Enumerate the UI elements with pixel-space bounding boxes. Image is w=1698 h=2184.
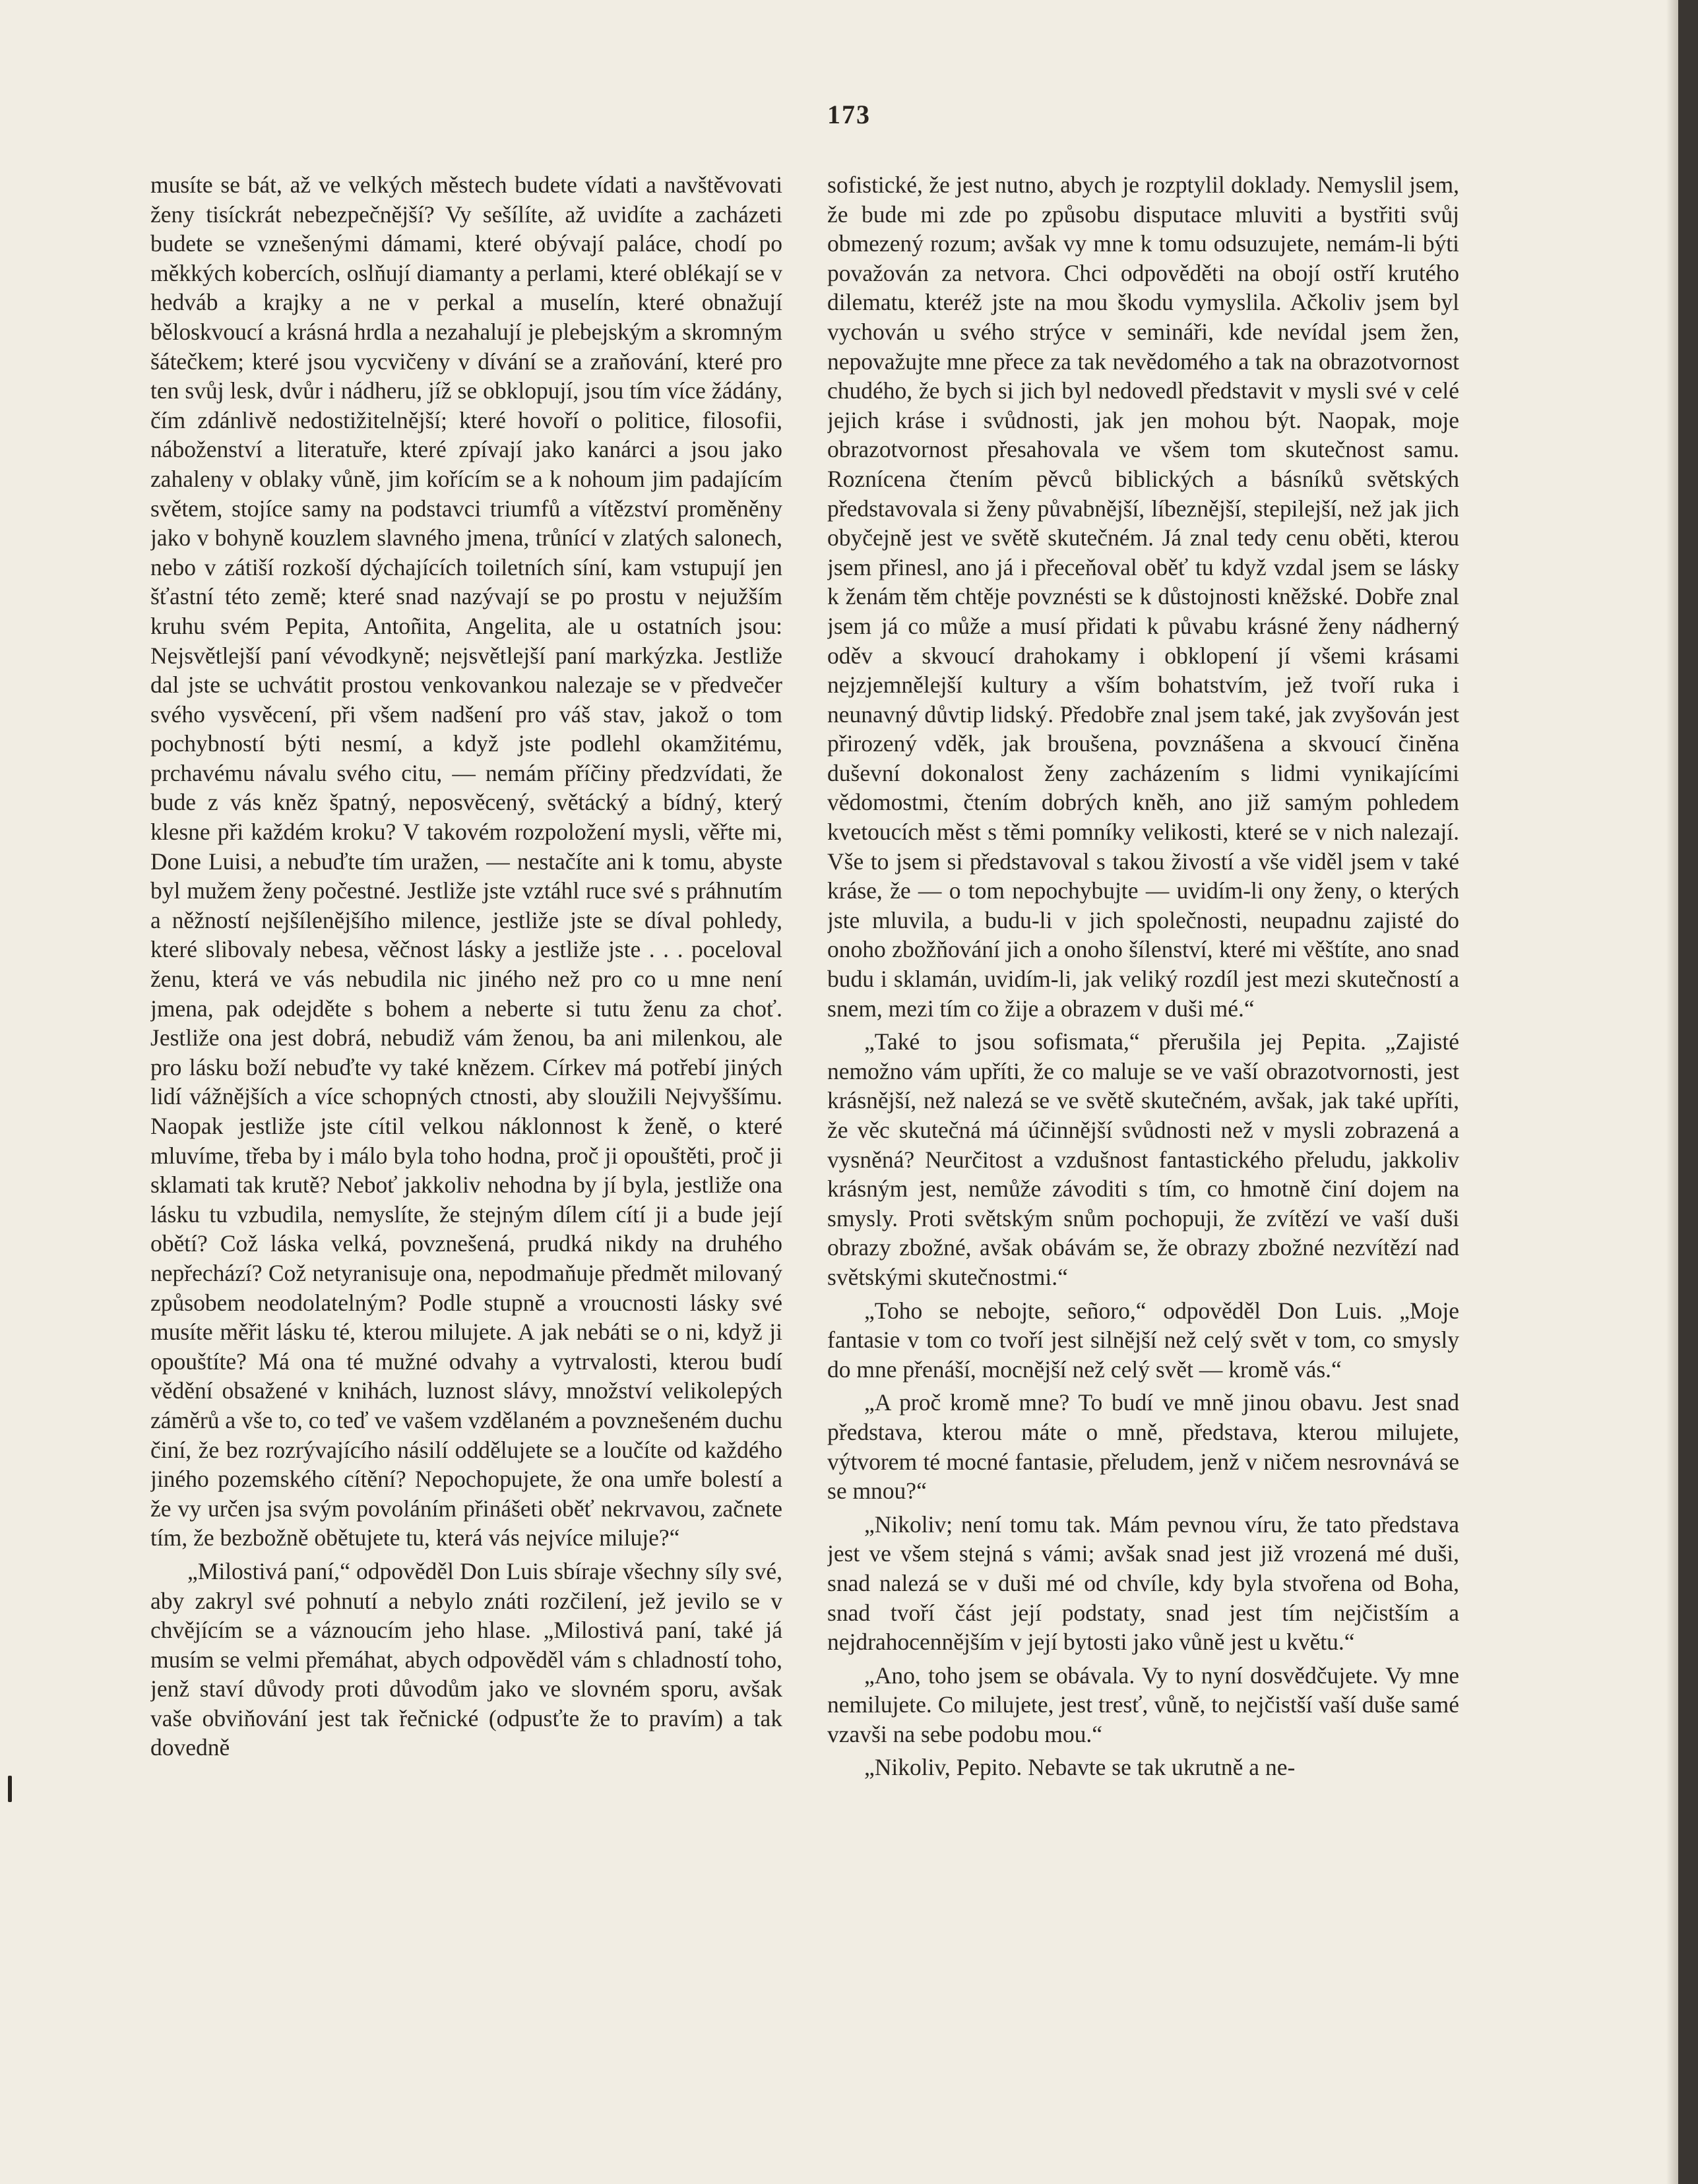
left-paragraph-1: musíte se bát, až ve velkých městech budete vídati a navštěvovati ženy tisíckrát nebezpečnější? Vy sešílíte, až uvidíte a zacházeti budete se vznešenými dámami, které obývají paláce, chodí po měkkých kobercích, oslňují diamanty a perlami, které oblékají se v hedváb a krajky a ne v perkal a muselín, které obnažují běloskvoucí a krásná hrdla a nezahalují je plebejským a skromným šátečkem; které jsou vycvičeny v dívání se a zraňování, které pro ten svůj lesk, dvůr i nádheru, jíž se obklopují, jsou tím více žádány, čím zdánlivě nedostižitelnější; které hovoří o politice, filosofii, náboženství a literatuře, které zpívají jako kanárci a jsou jako zahaleny v oblaky vůně, jim kořícím se a k nohoum jim padajícím světem, stojíce samy na podstavci triumfů a vítězství proměněny jako v bohyně kouzlem slavného jmena, trůnící v zlatých salonech, nebo v zátiší rozkoší dýchajících toiletních síní, kam vstupují jen šťastní této země; které snad nazývají se po prostu v nejužším kruhu svém Pepita, Antoñita, Angelita, ale u ostatních jsou: Nejsvětlejší paní vévodkyně; nejsvětlejší paní markýzka. Jestliže dal jste se uchvátit prostou venkovankou nalezaje se v předvečer svého vysvěcení, při všem nadšení pro váš stav, jakož o tom pochybností býti nesmí, a když jste podlehl okamžitému, prchavému návalu svého citu, — nemám příčiny předzvídati, že bude z vás kněz špatný, neposvěcený, světácký a bídný, který klesne při každém kroku? V takovém rozpoložení mysli, věřte mi, Done Luisi, a nebuďte tím uražen, — nestačíte ani k tomu, abyste byl mužem ženy počestné. Jestliže jste vztáhl ruce své s práhnutím a něžností nejšílenějšího milence, jestliže jste se díval pohledy, které slibovaly nebesa, věčnost lásky a jestliže jste . . . poceloval ženu, která ve vás nebudila nic jiného než pro co u mne není jmena, pak odejděte s bohem a neberte si tutu ženu za choť. Jestliže ona jest dobrá, nebudiž vám ženou, ba ani milenkou, ale pro lásku boží nebuďte vy také knězem. Církev má potřebí jiných lidí vážnějších a více schopných ctnosti, aby sloužili Nejvyššímu. Naopak jestliže jste cítil velkou náklonnost k ženě, o které mluvíme, třeba by i málo byla toho hodna, proč ji opouštěti, proč ji sklamati tak krutě? Neboť jakkoliv nehodna by jí byla, jestliže ona lásku tu vzbudila, nemyslíte, že stejným dílem cítí ji a bude její obětí? Což láska velká, povznešená, prudká nikdy na druhého nepřechází? Což netyranisuje ona, nepodmaňuje předmět milovaný způsobem neodolatelným? Podle stupně a vroucnosti lásky své musíte měřit lásku té, kterou milujete. A jak nebáti se o ni, když ji opouštíte? Má ona té mužné odvahy a vytrvalosti, kterou budí vědění obsažené v knihách, luznost slávy, množství velikolepých záměrů a vše to, co teď ve vašem vzdělaném a povznešeném duchu činí, že bez rozrývajícího násilí oddělujete se a loučíte od každého jiného pozemského cítění? Nepochopujete, že ona umře bolestí a že vy určen jsa svým povoláním přinášeti oběť nekrvavou, začnete tím, že bezbožně obětujete tu, která vás nejvíce miluje?“ bbox=[150, 172, 782, 1551]
left-paragraph-2: „Milostivá paní,“ odpověděl Don Luis sbíraje všechny síly své, aby zakryl své pohnutí a nebylo znáti rozčilení, jež jevilo se v chvějícím se a váznoucím jeho hlase. „Milostivá paní, také já musím se velmi přemáhat, abych odpověděl vám s chladností toho, jenž staví důvody proti důvodům jako ve slovném sporu, avšak vaše obviňování jest tak řečnické (odpusťte že to pravím) a tak dovedně bbox=[150, 1557, 782, 1761]
right-column bbox=[827, 170, 1459, 2123]
right-paragraph-3: „Toho se nebojte, señoro,“ odpověděl Don Luis. „Moje fantasie v tom co tvoří jest silnější než celý svět v tom, co smysly do mne přenáší, mocnější než celý svět — kromě vás.“ bbox=[827, 1297, 1459, 1383]
left-column bbox=[150, 170, 782, 2123]
right-paragraph-4: „A proč kromě mne? To budí ve mně jinou obavu. Jest snad představa, kterou máte o mně, představa, kterou milujete, výtvorem té mocné fantasie, přeludem, jenž v ničem nesrovnává se se mnou?“ bbox=[827, 1389, 1459, 1505]
right-paragraph-2: „Také to jsou sofismata,“ přerušila jej Pepita. „Zajisté nemožno vám upříti, že co maluje se ve vaší obrazotvornosti, jest krásnější, než nalezá se ve světě skutečném, avšak, jak také upříti, že věc skutečná má účinnější svůdnosti než v mysli zobrazená a vysněná? Neurčitost a vzdušnost fantastického přeludu, jakkoliv krásným jest, nemůže závoditi s tím, co hmotně činí dojem na smysly. Proti světským snům pochopuji, že zvítězí ve vaší duši obrazy zbožné, avšak obávám se, že obrazy zbožné nezvítězí nad světskými skutečnostmi.“ bbox=[827, 1028, 1459, 1290]
right-paragraph-5: „Nikoliv; není tomu tak. Mám pevnou víru, že tato představa jest ve všem stejná s vámi; avšak snad jest již vrozená mé duši, snad nalezá se v duši mé od chvíle, kdy byla stvořena od Boha, snad tvoří část její podstaty, snad jest tím nejčistším a nejdrahocennějším v její bytosti jako vůně jest u květu.“ bbox=[827, 1511, 1459, 1656]
page-number: 173 bbox=[827, 100, 871, 129]
page-edge bbox=[1678, 0, 1698, 2184]
right-paragraph-1: sofistické, že jest nutno, abych je rozptylil doklady. Nemyslil jsem, že bude mi zde po způsobu disputace mluviti a bystřiti svůj obmezený rozum; avšak vy mne k tomu odsuzujete, nemám-li býti považován za netvora. Chci odpověděti na obojí ostří krutého dilematu, kteréž jste na mou škodu vymyslila. Ačkoliv jsem byl vychován u svého strýce v semináři, kde nevídal jsem žen, nepovažujte mne přece za tak nevědomého a tak na obrazotvornost chudého, že bych si jich byl nedovedl představit v mysli své v celé jejich kráse i svůdnosti, jak jen mohou být. Naopak, moje obrazotvornost přesahovala ve všem tom skutečnost samu. Roznícena čtením pěvců biblických a básníků světských představovala si ženy půvabnější, líbeznější, stepilejší, než jak jich obyčejně jest ve světě skutečném. Já znal tedy cenu oběti, kterou jsem přinesl, ano já i přeceňoval oběť tu když vzdal jsem se lásky k ženám těm chtěje povznésti se k důstojnosti kněžské. Dobře znal jsem já co může a musí přidati k půvabu krásné ženy nádherný oděv a skvoucí drahokamy i obklopení jí všemi krásami nejzjemnělejší kultury a vším bohatstvím, jež tvoří ruka i neunavný důvtip lidský. Předobře znal jsem také, jak zvyšován jest přirozený vděk, jak broušena, povznášena a skvoucí činěna duševní dokonalost ženy zacházením s lidmi vynikajícími vědomostmi, čtením dobrých kněh, ano již samým pohledem kvetoucích měst s těmi pomníky velikosti, které se v nich nalezají. Vše to jsem si představoval s takou živostí a vše viděl jsem v také kráse, že — o tom nepochybujte — uvidím-li ony ženy, o kterých jste mluvila, a budu-li v jich společnosti, neupadnu zajisté do onoho zbožňování jich a onoho šílenství, které mi věštíte, ano snad budu i sklamán, uvidím-li, jak veliký rozdíl jest mezi skutečností a snem, mezi tím co žije a obrazem v duši mé.“ bbox=[827, 172, 1459, 1022]
right-paragraph-6: „Ano, toho jsem se obávala. Vy to nyní dosvědčujete. Vy mne nemilujete. Co milujete, jest tresť, vůně, to nejčistší vaší duše samé vzavši na sebe podobu mou.“ bbox=[827, 1662, 1459, 1747]
margin-mark bbox=[8, 1776, 12, 1802]
page-edge-shadow bbox=[1666, 0, 1678, 2184]
right-paragraph-7: „Nikoliv, Pepito. Nebavte se tak ukrutně a ne- bbox=[864, 1754, 1296, 1781]
